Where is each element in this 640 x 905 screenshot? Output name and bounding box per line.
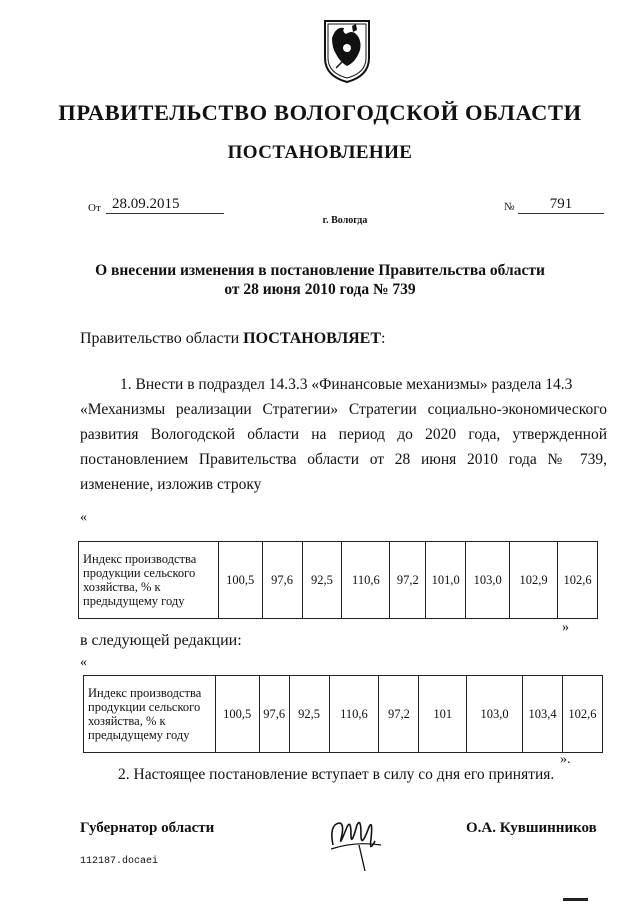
new-edition-label: в следующей редакции: xyxy=(80,632,242,649)
city-label: г. Вологда xyxy=(322,215,368,226)
paragraph-1-rest: «Механизмы реализации Стратегии» Стратегии социально-экономического развития Вологодской области на период до 2020 года, утвержденной постановлением Правительства области от 28 июня 2010 года № 739, изменение, изложив строку xyxy=(80,401,607,493)
intro-bold: ПОСТАНОВЛЯЕТ xyxy=(243,330,382,347)
intro-colon: : xyxy=(381,330,386,347)
coat-of-arms-emblem xyxy=(322,18,372,84)
subject-line-1: О внесении изменения в постановление Правительства области xyxy=(95,262,545,279)
table-cell: 102,6 xyxy=(562,676,602,753)
governor-name: О.А. Кувшинников xyxy=(466,820,597,836)
open-quote-2: « xyxy=(80,655,87,670)
paragraph-1-first-line: 1. Внести в подраздел 14.3.3 «Финансовые механизмы» раздела 14.3 xyxy=(120,376,573,393)
table-cell: 100,5 xyxy=(215,676,259,753)
intro-plain: Правительство области xyxy=(80,330,244,347)
table-cell: 97,2 xyxy=(379,676,419,753)
decree-number: 791 xyxy=(518,195,604,214)
table-cell: 110,6 xyxy=(329,676,379,753)
table-cell: 102,9 xyxy=(510,542,558,619)
close-quote: » xyxy=(562,620,569,635)
table-cell: 101 xyxy=(419,676,467,753)
table-cell: 100,5 xyxy=(218,542,262,619)
document-type-title: ПОСТАНОВЛЕНИЕ xyxy=(227,142,413,163)
table-cell: 92,5 xyxy=(302,542,342,619)
indicator-table-new xyxy=(83,675,603,753)
row-label: Индекс производства продукции сельского хозяйства, % к предыдущему году xyxy=(79,542,219,619)
table-cell: 97,2 xyxy=(390,542,426,619)
table-cell: 103,0 xyxy=(466,542,510,619)
paragraph-2: 2. Настоящее постановление вступает в силу со дня его принятия. xyxy=(118,766,555,783)
government-title: ПРАВИТЕЛЬСТВО ВОЛОГОДСКОЙ ОБЛАСТИ xyxy=(58,100,582,125)
table-cell: 92,5 xyxy=(289,676,329,753)
file-reference: 112187.docaei xyxy=(80,856,159,867)
scan-mark xyxy=(563,898,588,901)
table-cell: 101,0 xyxy=(426,542,466,619)
table-cell: 103,4 xyxy=(523,676,563,753)
open-quote: « xyxy=(80,510,87,525)
decree-date: 28.09.2015 xyxy=(106,195,224,214)
table-cell: 103,0 xyxy=(467,676,523,753)
indicator-table-old xyxy=(78,541,598,619)
table-cell: 110,6 xyxy=(342,542,390,619)
table-cell: 97,6 xyxy=(262,542,302,619)
table-cell: 102,6 xyxy=(558,542,598,619)
table-row xyxy=(84,676,603,753)
governor-label: Губернатор области xyxy=(80,820,215,836)
decree-subject xyxy=(0,261,640,299)
table-row xyxy=(79,542,598,619)
number-prefix: № xyxy=(504,201,515,213)
date-prefix: От xyxy=(88,202,101,214)
handwritten-signature xyxy=(325,805,385,875)
intro-sentence xyxy=(80,330,385,348)
close-quote-dot: ». xyxy=(560,752,571,767)
subject-line-2: от 28 июня 2010 года № 739 xyxy=(224,281,416,298)
row-label: Индекс производства продукции сельского хозяйства, % к предыдущему году xyxy=(84,676,216,753)
paragraph-1 xyxy=(80,372,607,497)
table-cell: 97,6 xyxy=(259,676,289,753)
